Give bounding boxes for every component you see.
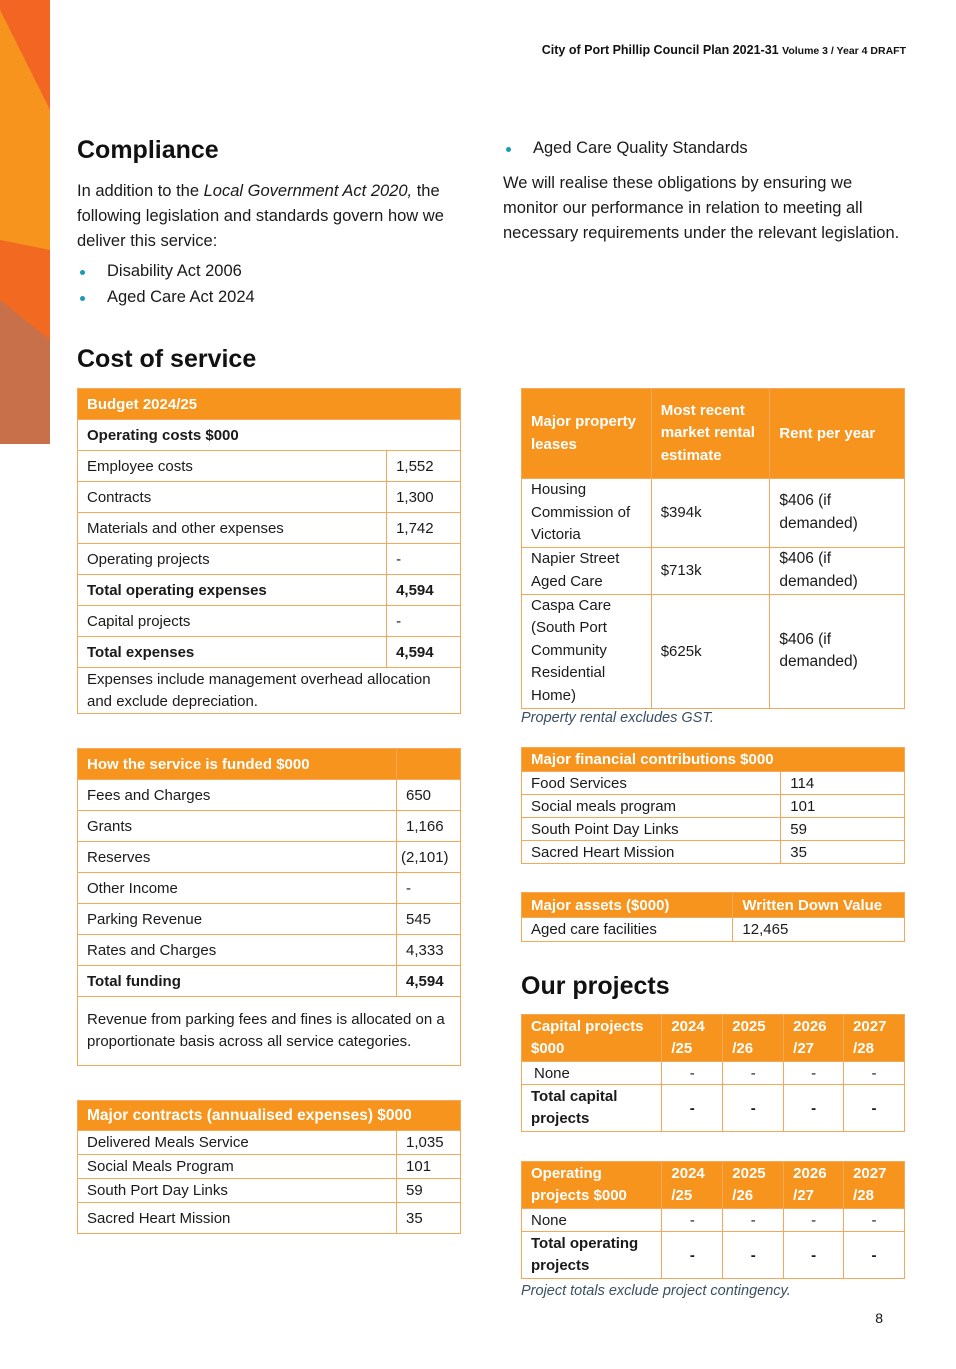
operating-projects-table (521, 1161, 905, 1279)
row-value: - (723, 1209, 784, 1232)
row-value: 12,465 (733, 918, 905, 942)
table-row (522, 547, 905, 594)
lease-rent: $406 (if demanded) (770, 479, 905, 548)
row-value: 101 (397, 1155, 461, 1179)
lease-property: Caspa Care (South Port Community Residential Home) (522, 594, 652, 708)
cost-heading: Cost of service (77, 345, 257, 373)
budget-table (77, 388, 461, 714)
leases-header-estimate: Most recent market rental estimate (651, 389, 770, 479)
row-value: - (844, 1232, 905, 1279)
lease-rent: $406 (if demanded) (770, 594, 905, 708)
row-value: - (844, 1209, 905, 1232)
table-row (522, 918, 905, 942)
bullet-item: Disability Act 2006 (77, 259, 255, 285)
contributions-title: Major financial contributions $000 (522, 748, 905, 772)
year-header: 2027 /28 (844, 1015, 905, 1062)
table-row (78, 1131, 461, 1155)
table-row (78, 606, 461, 637)
table-row (78, 513, 461, 544)
row-value: 1,166 (397, 811, 461, 842)
row-label: Fees and Charges (78, 780, 397, 811)
year-header: 2024 /25 (662, 1015, 723, 1062)
table-row (78, 935, 461, 966)
lease-property: Housing Commission of Victoria (522, 479, 652, 548)
table-row (78, 842, 461, 873)
table-row (522, 841, 905, 864)
row-label: Parking Revenue (78, 904, 397, 935)
operating-title: Operating projects $000 (522, 1162, 662, 1209)
row-value: - (662, 1209, 723, 1232)
table-row (78, 780, 461, 811)
budget-note: Expenses include management overhead allocation and exclude depreciation. (78, 668, 461, 714)
row-label: Social Meals Program (78, 1155, 397, 1179)
compliance-closing: We will realise these obligations by ensuring we monitor our performance in relation to meeting all necessary requirements under the relevant legislation. (503, 174, 900, 242)
row-value: 114 (781, 772, 905, 795)
financial-contributions-table (521, 747, 905, 864)
row-value: 545 (397, 904, 461, 935)
table-row (78, 482, 461, 513)
compliance-heading: Compliance (77, 136, 219, 164)
table-row (78, 811, 461, 842)
table-row (522, 818, 905, 841)
funding-title-blank (397, 749, 461, 780)
row-label: Capital projects (78, 606, 387, 637)
row-label: Sacred Heart Mission (78, 1203, 397, 1234)
year-header: 2026 /27 (784, 1015, 844, 1062)
table-row (78, 575, 461, 606)
row-label: South Port Day Links (78, 1179, 397, 1203)
row-label: Materials and other expenses (78, 513, 387, 544)
row-value: - (397, 873, 461, 904)
header-volume: Volume 3 / Year 4 DRAFT (782, 45, 906, 57)
row-value: 101 (781, 795, 905, 818)
row-label: Total capital projects (522, 1085, 662, 1132)
compliance-intro (77, 179, 472, 254)
row-label: Total operating projects (522, 1232, 662, 1279)
table-row (522, 594, 905, 708)
decorative-side-banner (0, 0, 50, 444)
row-value: 35 (781, 841, 905, 864)
intro-suffix: the following legislation and standards govern how we deliver this service: (77, 182, 444, 250)
row-value: - (662, 1085, 723, 1132)
table-row (78, 1155, 461, 1179)
compliance-bullets-continued (503, 136, 748, 162)
row-label: Social meals program (522, 795, 781, 818)
row-value: - (387, 544, 461, 575)
year-header: 2026 /27 (784, 1162, 844, 1209)
row-value: - (784, 1209, 844, 1232)
row-label: Food Services (522, 772, 781, 795)
row-label: Rates and Charges (78, 935, 397, 966)
table-row (78, 904, 461, 935)
assets-header-value: Written Down Value (733, 893, 905, 918)
row-label: Employee costs (78, 451, 387, 482)
year-header: 2025 /26 (723, 1162, 784, 1209)
intro-act: Local Government Act 2020, (203, 182, 413, 200)
row-label: None (522, 1209, 662, 1232)
row-value: - (784, 1085, 844, 1132)
bullet-item: Aged Care Act 2024 (77, 285, 255, 311)
lease-property: Napier Street Aged Care (522, 547, 652, 594)
row-label: None (522, 1062, 662, 1085)
table-row (522, 1232, 905, 1279)
capital-projects-table (521, 1014, 905, 1132)
capital-title: Capital projects $000 (522, 1015, 662, 1062)
row-value: 1,742 (387, 513, 461, 544)
row-label: Aged care facilities (522, 918, 733, 942)
row-label: Reserves (78, 842, 397, 873)
projects-note: Project totals exclude project contingency. (521, 1283, 791, 1299)
table-row (78, 966, 461, 997)
contracts-table (77, 1100, 461, 1234)
row-label: Total funding (78, 966, 397, 997)
year-header: 2025 /26 (723, 1015, 784, 1062)
table-row (522, 772, 905, 795)
row-label: Sacred Heart Mission (522, 841, 781, 864)
assets-header-label: Major assets ($000) (522, 893, 733, 918)
leases-table (521, 388, 905, 709)
row-value: - (784, 1062, 844, 1085)
table-row (522, 1209, 905, 1232)
table-row (522, 1085, 905, 1132)
row-value: (2,101) (397, 842, 461, 873)
row-value: 35 (397, 1203, 461, 1234)
row-label: Total operating expenses (78, 575, 387, 606)
contracts-title: Major contracts (annualised expenses) $000 (78, 1101, 461, 1131)
row-value: 4,594 (387, 637, 461, 668)
row-value: 4,594 (397, 966, 461, 997)
funding-table (77, 748, 461, 1066)
row-value: - (662, 1232, 723, 1279)
row-value: 1,035 (397, 1131, 461, 1155)
row-value: - (662, 1062, 723, 1085)
row-label: Operating projects (78, 544, 387, 575)
lease-estimate: $625k (651, 594, 770, 708)
year-header: 2024 /25 (662, 1162, 723, 1209)
lease-estimate: $713k (651, 547, 770, 594)
row-label: Grants (78, 811, 397, 842)
row-value: - (844, 1085, 905, 1132)
page-header (542, 43, 906, 57)
header-title: City of Port Phillip Council Plan 2021-31 (541, 43, 779, 57)
row-value: 650 (397, 780, 461, 811)
table-row (522, 479, 905, 548)
row-value: 4,594 (387, 575, 461, 606)
row-label: Other Income (78, 873, 397, 904)
table-row (78, 1203, 461, 1234)
compliance-bullets (77, 259, 255, 310)
row-label: South Point Day Links (522, 818, 781, 841)
row-value: 59 (781, 818, 905, 841)
row-value: - (844, 1062, 905, 1085)
budget-title: Budget 2024/25 (78, 389, 461, 420)
row-label: Delivered Meals Service (78, 1131, 397, 1155)
row-value: 1,300 (387, 482, 461, 513)
year-header: 2027 /28 (844, 1162, 905, 1209)
row-value: 4,333 (397, 935, 461, 966)
assets-table (521, 892, 905, 942)
row-value: - (723, 1232, 784, 1279)
leases-note: Property rental excludes GST. (521, 710, 714, 726)
lease-estimate: $394k (651, 479, 770, 548)
leases-header-rent: Rent per year (770, 389, 905, 479)
table-row (522, 795, 905, 818)
intro-prefix: In addition to the (77, 182, 204, 200)
operating-label: Operating costs $000 (78, 420, 461, 451)
table-row (78, 873, 461, 904)
projects-heading: Our projects (521, 972, 670, 1000)
funding-note: Revenue from parking fees and fines is allocated on a proportionate basis across all service categories. (78, 997, 461, 1066)
table-row (78, 451, 461, 482)
table-row (78, 544, 461, 575)
leases-header-property: Major property leases (522, 389, 652, 479)
lease-rent: $406 (if demanded) (770, 547, 905, 594)
row-value: 59 (397, 1179, 461, 1203)
page-number: 8 (875, 1310, 883, 1326)
row-label: Contracts (78, 482, 387, 513)
table-row (78, 1179, 461, 1203)
row-value: - (723, 1062, 784, 1085)
table-row (78, 637, 461, 668)
row-value: - (784, 1232, 844, 1279)
funding-title: How the service is funded $000 (78, 749, 397, 780)
row-value: - (723, 1085, 784, 1132)
bullet-item: Aged Care Quality Standards (503, 136, 748, 162)
row-label: Total expenses (78, 637, 387, 668)
row-value: - (387, 606, 461, 637)
table-row (522, 1062, 905, 1085)
row-value: 1,552 (387, 451, 461, 482)
